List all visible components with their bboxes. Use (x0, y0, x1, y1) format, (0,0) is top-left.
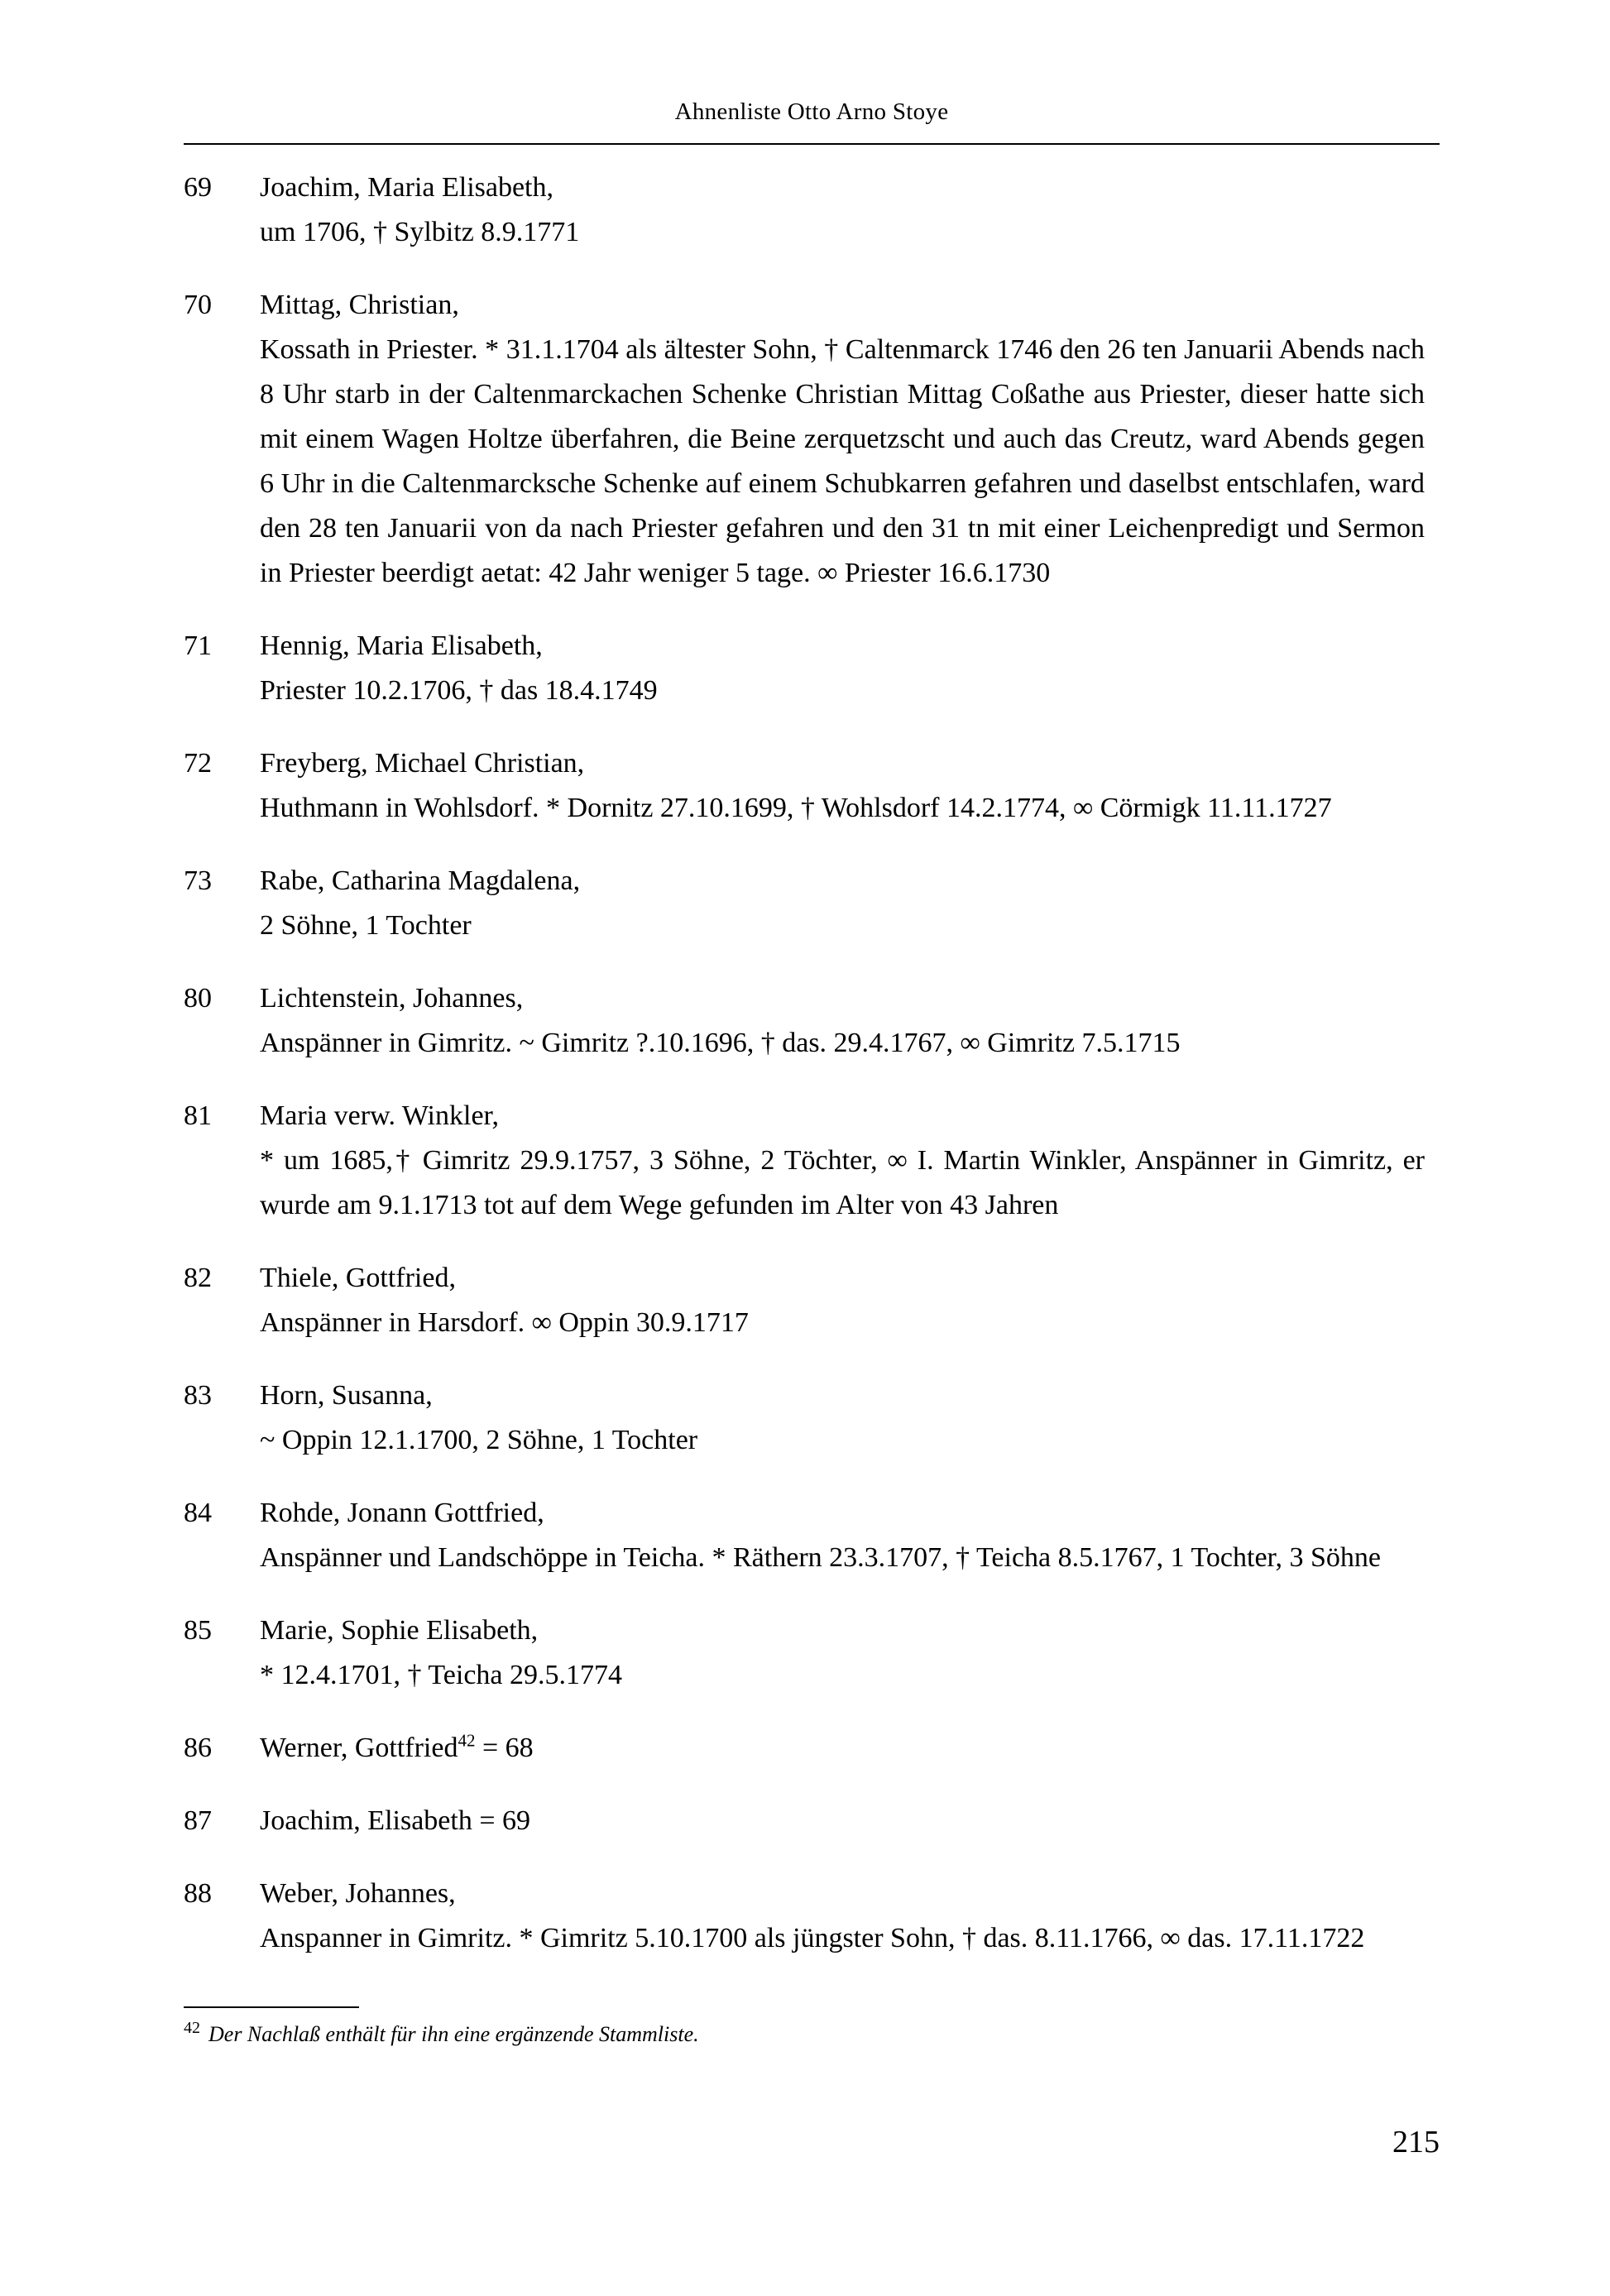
entry-detail: Anspänner in Gimritz. ~ Gimritz ?.10.1696, † das. 29.4.1767, ∞ Gimritz 7.5.1715 (260, 1028, 1181, 1058)
footnote-reference[interactable]: 42 (458, 1730, 476, 1751)
entry-body (260, 165, 1425, 255)
entry-name: Werner, Gottfried (260, 1733, 458, 1763)
ancestor-entry (184, 859, 1425, 948)
entry-name: Maria verw. Winkler, (260, 1100, 499, 1131)
footnote-number: 42 (184, 2019, 200, 2038)
entry-body (260, 1256, 1425, 1345)
entry-number: 71 (184, 630, 212, 661)
entry-number: 88 (184, 1878, 212, 1909)
entry-detail: * um 1685,† Gimritz 29.9.1757, 3 Söhne, 2 Töchter, ∞ I. Martin Winkler, Anspänner in Gimritz, er wurde am 9.1.1713 tot auf dem Wege gefunden im Alter von 43 Jahren (260, 1145, 1425, 1220)
entry-body (260, 976, 1425, 1066)
running-header (184, 98, 1440, 145)
entry-body (260, 1608, 1425, 1698)
entry-name: Rohde, Jonann Gottfried, (260, 1498, 544, 1528)
ancestor-entry (184, 1608, 1425, 1698)
entry-body (260, 283, 1425, 596)
entry-number: 82 (184, 1263, 212, 1293)
entry-name-suffix: = 68 (475, 1733, 534, 1763)
header-rule (184, 143, 1440, 145)
entry-body (260, 624, 1425, 713)
entry-detail: Anspanner in Gimritz. * Gimritz 5.10.1700 als jüngster Sohn, † das. 8.11.1766, ∞ das. 17.11.1722 (260, 1923, 1365, 1953)
entry-number: 85 (184, 1615, 212, 1646)
entry-detail: 2 Söhne, 1 Tochter (260, 910, 472, 941)
ancestor-entry (184, 165, 1425, 255)
ancestor-entry (184, 1373, 1425, 1463)
entry-body (260, 1726, 1425, 1771)
footnote-text: Der Nachlaß enthält für ihn eine ergänzende Stammliste. (208, 2022, 699, 2046)
entry-body (260, 1491, 1425, 1580)
page-number: 215 (1392, 2125, 1440, 2159)
ancestor-entry (184, 1256, 1425, 1345)
entry-body (260, 1872, 1425, 1961)
entry-name: Marie, Sophie Elisabeth, (260, 1615, 539, 1646)
entry-name: Rabe, Catharina Magdalena, (260, 865, 581, 896)
entry-detail: Kossath in Priester. * 31.1.1704 als ältester Sohn, † Caltenmarck 1746 den 26 ten Januarii Abends nach 8 Uhr starb in der Caltenmarckachen Schenke Christian Mittag Coßathe aus Priester, dieser hatte sich mit einem Wagen Holtze überfahren, die Beine zerquetzscht und auch das Creutz, ward Abends gegen 6 Uhr in die Caltenmarcksche Schenke auf einem Schubkarren gefahren und daselbst entschlafen, ward den 28 ten Januarii von da nach Priester gefahren und den 31 tn mit einer Leichenpredigt und Sermon in Priester beerdigt aetat: 42 Jahr weniger 5 tage. ∞ Priester 16.6.1730 (260, 334, 1425, 588)
entry-number: 70 (184, 290, 212, 320)
entry-detail: * 12.4.1701, † Teicha 29.5.1774 (260, 1660, 622, 1690)
ancestor-entry (184, 1872, 1425, 1961)
entry-detail: um 1706, † Sylbitz 8.9.1771 (260, 217, 580, 247)
entry-number: 80 (184, 983, 212, 1014)
entry-number: 86 (184, 1733, 212, 1763)
ancestor-entry (184, 624, 1425, 713)
entry-detail: ~ Oppin 12.1.1700, 2 Söhne, 1 Tochter (260, 1425, 698, 1455)
entry-body (260, 741, 1425, 831)
entry-name: Hennig, Maria Elisabeth, (260, 630, 543, 661)
ancestor-entry (184, 1726, 1425, 1771)
entry-body (260, 1094, 1425, 1228)
entry-body (260, 1799, 1425, 1843)
entry-name: Lichtenstein, Johannes, (260, 983, 524, 1014)
entry-body (260, 859, 1425, 948)
footnote (184, 2020, 1425, 2049)
entry-name: Freyberg, Michael Christian, (260, 748, 585, 779)
entry-body (260, 1373, 1425, 1463)
ancestor-entry (184, 1799, 1425, 1843)
entry-name: Joachim, Maria Elisabeth, (260, 172, 554, 203)
entry-detail: Anspänner und Landschöppe in Teicha. * Räthern 23.3.1707, † Teicha 8.5.1767, 1 Tochter, 3 Söhne (260, 1542, 1382, 1573)
ancestor-entry (184, 741, 1425, 831)
entry-detail: Huthmann in Wohlsdorf. * Dornitz 27.10.1699, † Wohlsdorf 14.2.1774, ∞ Cörmigk 11.11.1727 (260, 793, 1332, 823)
entry-number: 81 (184, 1100, 212, 1131)
running-header-title: Ahnenliste Otto Arno Stoye (674, 98, 949, 125)
ancestor-entry (184, 1094, 1425, 1228)
ancestor-entry (184, 1491, 1425, 1580)
entry-name: Weber, Johannes, (260, 1878, 456, 1909)
entry-number: 83 (184, 1380, 212, 1411)
ancestor-entry-list (184, 165, 1425, 1989)
entry-number: 72 (184, 748, 212, 779)
entry-number: 73 (184, 865, 212, 896)
entry-name: Horn, Susanna, (260, 1380, 433, 1411)
entry-name: Mittag, Christian, (260, 290, 459, 320)
entry-name: Joachim, Elisabeth = 69 (260, 1805, 531, 1836)
entry-number: 69 (184, 172, 212, 203)
entry-detail: Anspänner in Harsdorf. ∞ Oppin 30.9.1717 (260, 1307, 749, 1338)
entry-number: 84 (184, 1498, 212, 1528)
ancestor-entry (184, 976, 1425, 1066)
ancestor-entry (184, 283, 1425, 596)
entry-number: 87 (184, 1805, 212, 1836)
entry-name: Thiele, Gottfried, (260, 1263, 456, 1293)
entry-detail: Priester 10.2.1706, † das 18.4.1749 (260, 675, 658, 706)
footnote-separator-rule (184, 2006, 359, 2008)
footnote-area (184, 2006, 1425, 2049)
